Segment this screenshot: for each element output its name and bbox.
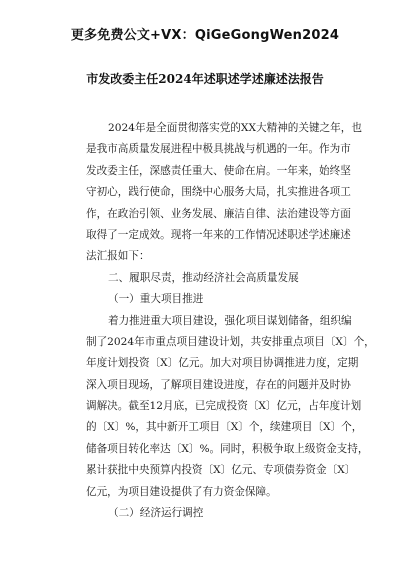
subsection-heading: （一）重大项目推进 bbox=[108, 293, 204, 306]
body-line: 法汇报如下： bbox=[86, 250, 150, 263]
body-line: 取得了一定成效。现将一年来的工作情况述职述学述廉述 bbox=[86, 228, 351, 241]
document-title: 市发改委主任2024年述职述学述廉述法报告 bbox=[86, 72, 324, 86]
body-line: 累计获批中央预算内投资〔X〕亿元、专项债券资金〔X〕 bbox=[86, 464, 356, 477]
body-line: 调解决。截至12月底，已完成投资〔X〕亿元，占年度计划 bbox=[86, 400, 362, 413]
body-line: 的〔X〕%，其中新开工项目〔X〕个，续建项目〔X〕个， bbox=[86, 421, 363, 434]
section-heading: 二、履职尽责，推动经济社会高质量发展 bbox=[108, 271, 299, 284]
promo-banner: 更多免费公文+VX：QiGeGongWen2024 bbox=[70, 28, 340, 43]
body-line: 制了2024年市重点项目建设计划，共安排重点项目〔X〕个， bbox=[86, 335, 375, 348]
body-line: 储备项目转化率达〔X〕%。同时，积极争取上级资金支持， bbox=[86, 442, 369, 455]
body-line: 深入项目现场，了解项目建设进度，存在的问题并及时协 bbox=[86, 378, 351, 391]
body-line: 亿元，为项目建设提供了有力资金保障。 bbox=[86, 485, 277, 498]
body-line: 是我市高质量发展进程中极具挑战与机遇的一年。作为市 bbox=[86, 143, 351, 156]
body-line: 年度计划投资〔X〕亿元。加大对项目协调推进力度，定期 bbox=[86, 357, 359, 370]
body-line: 2024年是全面贯彻落实党的XX大精神的关键之年，也 bbox=[108, 122, 362, 134]
body-line: 着力推进重大项目建设，强化项目谋划储备，组织编 bbox=[108, 314, 352, 327]
document-body bbox=[86, 118, 375, 524]
body-line: 作，在政治引领、业务发展、廉洁自律、法治建设等方面 bbox=[86, 207, 351, 220]
subsection-heading: （二）经济运行调控 bbox=[108, 507, 204, 520]
body-line: 守初心，践行使命，围绕中心服务大局，扎实推进各项工 bbox=[86, 186, 351, 199]
body-line: 发改委主任，深感责任重大、使命在肩。一年来，始终坚 bbox=[86, 164, 351, 177]
